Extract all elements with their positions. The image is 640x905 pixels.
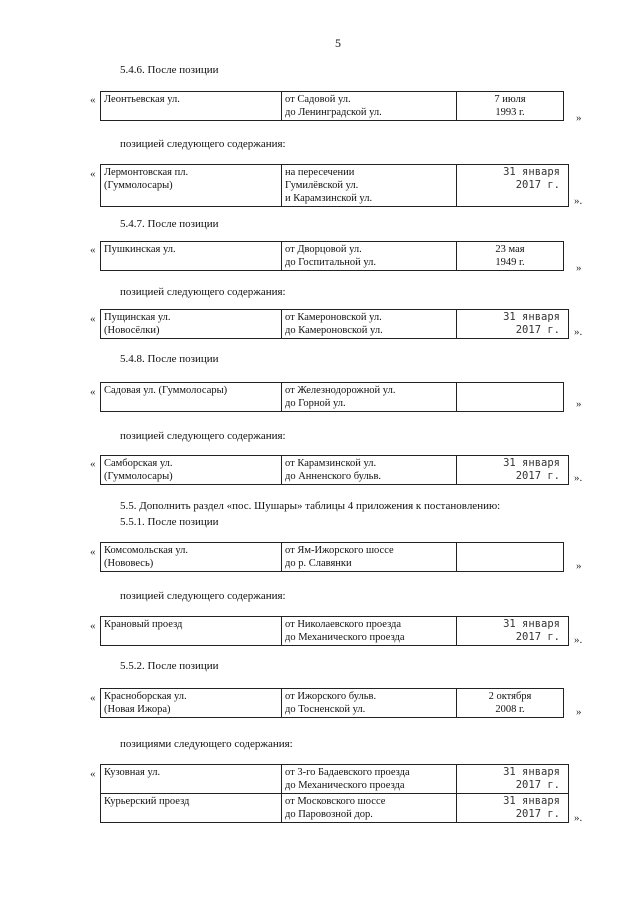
- existing-entry-table: [100, 382, 564, 412]
- open-quote: «: [90, 94, 96, 106]
- paragraph-heading: 5.4.8. После позиции: [120, 353, 219, 365]
- new-entry-table: [100, 764, 569, 823]
- date-cell: 31 января 2017 г.: [457, 617, 569, 646]
- table-row: [101, 310, 569, 339]
- table-row: [101, 765, 569, 794]
- street-name-cell: Курьерский проезд: [101, 794, 282, 823]
- open-quote: «: [90, 244, 96, 256]
- table-row: [101, 383, 564, 412]
- close-quote: ».: [574, 326, 583, 338]
- existing-entry-table: [100, 688, 564, 718]
- table-row: [101, 165, 569, 207]
- new-entry-table: [100, 164, 569, 207]
- street-name-cell: Крановый проезд: [101, 617, 282, 646]
- date-cell: 7 июля 1993 г.: [457, 92, 564, 121]
- new-entry-table: [100, 309, 569, 339]
- close-quote: ».: [574, 812, 583, 824]
- street-name-cell: Лермонтовская пл. (Гуммолосары): [101, 165, 282, 207]
- street-name-cell: Кузовная ул.: [101, 765, 282, 794]
- close-quote: ».: [574, 634, 583, 646]
- street-name-cell: Леонтьевская ул.: [101, 92, 282, 121]
- date-cell: 31 января 2017 г.: [457, 765, 569, 794]
- paragraph-text: позицией следующего содержания:: [120, 430, 286, 442]
- open-quote: «: [90, 692, 96, 704]
- street-name-cell: Комсомольская ул. (Нововесь): [101, 543, 282, 572]
- street-range-cell: от Московского шоссе до Паровозной дор.: [282, 794, 457, 823]
- table-row: [101, 794, 569, 823]
- close-quote: »: [576, 398, 582, 410]
- paragraph-heading: 5.5.2. После позиции: [120, 660, 219, 672]
- table-row: [101, 689, 564, 718]
- existing-entry-table: [100, 542, 564, 572]
- date-cell: [457, 383, 564, 412]
- street-range-cell: от Карамзинской ул. до Анненского бульв.: [282, 456, 457, 485]
- open-quote: «: [90, 168, 96, 180]
- open-quote: «: [90, 386, 96, 398]
- street-range-cell: от Садовой ул. до Ленинградской ул.: [282, 92, 457, 121]
- table-row: [101, 456, 569, 485]
- date-cell: 31 января 2017 г.: [457, 165, 569, 207]
- paragraph-subheading: 5.5.1. После позиции: [120, 516, 219, 528]
- page-number: 5: [335, 36, 341, 50]
- date-cell: 31 января 2017 г.: [457, 794, 569, 823]
- date-cell: 23 мая 1949 г.: [457, 242, 564, 271]
- open-quote: «: [90, 620, 96, 632]
- paragraph-heading: 5.4.7. После позиции: [120, 218, 219, 230]
- street-range-cell: от Камероновской ул. до Камероновской ул.: [282, 310, 457, 339]
- street-range-cell: на пересечении Гумилёвской ул. и Карамзинской ул.: [282, 165, 457, 207]
- close-quote: »: [576, 262, 582, 274]
- open-quote: «: [90, 313, 96, 325]
- street-range-cell: от Дворцовой ул. до Госпитальной ул.: [282, 242, 457, 271]
- open-quote: «: [90, 768, 96, 780]
- street-name-cell: Пушкинская ул.: [101, 242, 282, 271]
- open-quote: «: [90, 458, 96, 470]
- street-name-cell: Садовая ул. (Гуммолосары): [101, 383, 282, 412]
- street-name-cell: Пущинская ул. (Новосёлки): [101, 310, 282, 339]
- street-range-cell: от 3-го Бадаевского проезда до Механического проезда: [282, 765, 457, 794]
- close-quote: »: [576, 560, 582, 572]
- existing-entry-table: [100, 241, 564, 271]
- table-row: [101, 242, 564, 271]
- open-quote: «: [90, 546, 96, 558]
- new-entry-table: [100, 616, 569, 646]
- table-row: [101, 543, 564, 572]
- street-name-cell: Красноборская ул. (Новая Ижора): [101, 689, 282, 718]
- close-quote: ».: [574, 195, 583, 207]
- date-cell: [457, 543, 564, 572]
- table-row: [101, 617, 569, 646]
- paragraph-heading: 5.4.6. После позиции: [120, 64, 219, 76]
- street-range-cell: от Ям-Ижорского шоссе до р. Славянки: [282, 543, 457, 572]
- date-cell: 31 января 2017 г.: [457, 310, 569, 339]
- table-row: [101, 92, 564, 121]
- street-range-cell: от Ижорского бульв. до Тосненской ул.: [282, 689, 457, 718]
- close-quote: »: [576, 112, 582, 124]
- street-name-cell: Самборская ул. (Гуммолосары): [101, 456, 282, 485]
- paragraph-text: позицией следующего содержания:: [120, 286, 286, 298]
- date-cell: 2 октября 2008 г.: [457, 689, 564, 718]
- paragraph-text: позицией следующего содержания:: [120, 138, 286, 150]
- existing-entry-table: [100, 91, 564, 121]
- street-range-cell: от Железнодорожной ул. до Горной ул.: [282, 383, 457, 412]
- close-quote: »: [576, 706, 582, 718]
- paragraph-text: позицией следующего содержания:: [120, 590, 286, 602]
- new-entry-table: [100, 455, 569, 485]
- street-range-cell: от Николаевского проезда до Механического проезда: [282, 617, 457, 646]
- date-cell: 31 января 2017 г.: [457, 456, 569, 485]
- paragraph-heading: 5.5. Дополнить раздел «пос. Шушары» таблицы 4 приложения к постановлению:: [120, 500, 501, 512]
- paragraph-text: позициями следующего содержания:: [120, 738, 293, 750]
- close-quote: ».: [574, 472, 583, 484]
